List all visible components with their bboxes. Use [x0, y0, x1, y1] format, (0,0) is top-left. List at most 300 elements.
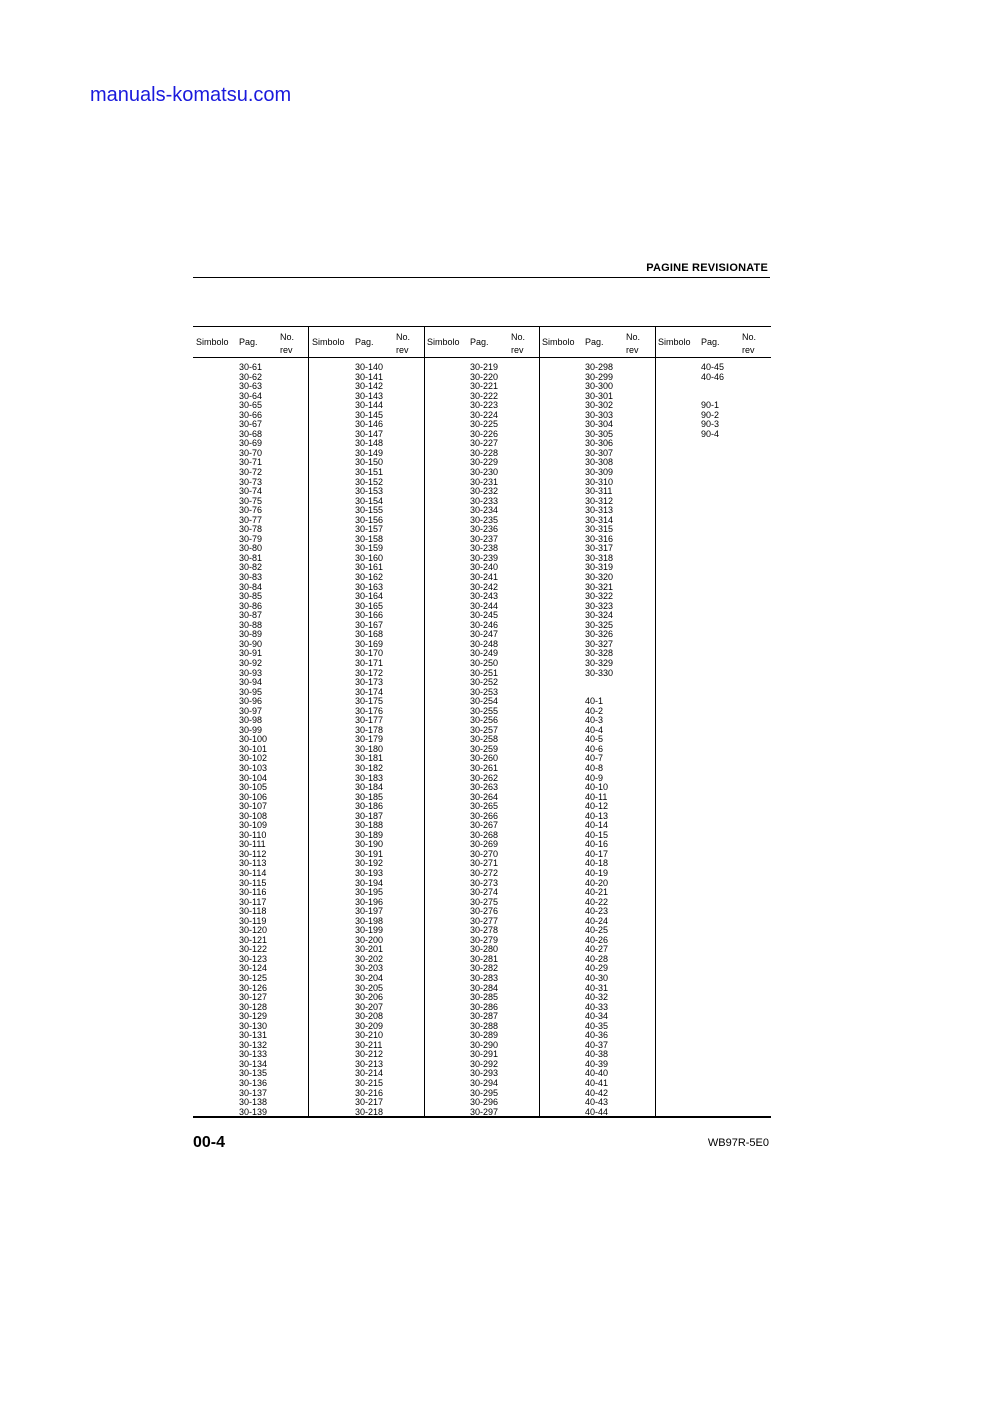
- page-entry: 30-240: [470, 562, 499, 573]
- page-entry: 30-281: [470, 953, 499, 964]
- page-entry: 30-290: [470, 1039, 499, 1050]
- page-entry: 40-19: [585, 867, 609, 878]
- page-entry: 30-221: [470, 381, 499, 392]
- page-entry: 30-285: [470, 992, 499, 1003]
- page-entry: 30-325: [585, 619, 614, 630]
- page-entry: 30-242: [470, 581, 499, 592]
- page-entry: 30-153: [355, 486, 384, 497]
- page-entry: 30-105: [239, 782, 268, 793]
- page-entry: 30-100: [239, 734, 268, 745]
- page-entry: 30-306: [585, 438, 614, 449]
- page-entry: 30-280: [470, 944, 499, 955]
- page-entry: 30-132: [239, 1039, 268, 1050]
- page-entry: 30-254: [470, 696, 499, 707]
- page-entry: 30-314: [585, 514, 614, 525]
- header-simbolo: Simbolo: [196, 337, 229, 347]
- revision-column: [655, 327, 770, 1117]
- page-entry: 30-94: [239, 677, 263, 688]
- page-entry: 30-215: [355, 1078, 384, 1089]
- page-entry: 30-245: [470, 610, 499, 621]
- page-entry: 30-114: [239, 867, 267, 878]
- page-entry: 30-275: [470, 896, 499, 907]
- page-entry: 30-92: [239, 657, 263, 668]
- page-entry: 40-31: [585, 982, 609, 993]
- page-entry: 30-263: [470, 782, 499, 793]
- page-entry: 30-63: [239, 381, 263, 392]
- page-list: [585, 363, 613, 1117]
- page-entry: 30-194: [355, 877, 384, 888]
- page-entry: 40-6: [585, 743, 604, 754]
- page-entry: 30-136: [239, 1078, 268, 1089]
- page-entry: 30-321: [585, 581, 614, 592]
- page-entry: 30-301: [585, 390, 614, 401]
- page-entry: 30-279: [470, 934, 499, 945]
- page-entry: 40-44: [585, 1106, 609, 1117]
- header-no-rev: No. rev: [742, 332, 757, 355]
- page-list: [239, 363, 267, 1117]
- page-entry: 30-90: [239, 638, 263, 649]
- page-entry: 30-188: [355, 820, 384, 831]
- page-entry: 30-304: [585, 419, 614, 430]
- page-entry: 30-68: [239, 428, 263, 439]
- page-entry: 30-173: [355, 677, 384, 688]
- page-entry: 40-27: [585, 944, 609, 955]
- page-entry: 30-246: [470, 619, 499, 630]
- page-entry: 30-76: [239, 505, 263, 516]
- page-entry: 30-198: [355, 915, 384, 926]
- page-entry: 30-130: [239, 1020, 268, 1031]
- page-entry: 30-99: [239, 724, 263, 735]
- page-entry: [701, 382, 724, 392]
- page-entry: 30-313: [585, 505, 614, 516]
- page-entry: 30-109: [239, 820, 268, 831]
- page-entry: 30-160: [355, 552, 384, 563]
- page-entry: 30-137: [239, 1087, 268, 1098]
- page-entry: 30-117: [239, 896, 267, 907]
- page-entry: 30-82: [239, 562, 263, 573]
- page-entry: 30-288: [470, 1020, 499, 1031]
- revision-column: [424, 327, 539, 1117]
- page-entry: 30-180: [355, 743, 384, 754]
- page-entry: 30-83: [239, 572, 263, 583]
- page-entry: 30-147: [355, 428, 384, 439]
- page-entry: 30-77: [239, 514, 263, 525]
- page-entry: 30-249: [470, 648, 499, 659]
- page-entry: 30-184: [355, 782, 384, 793]
- page-entry: 30-238: [470, 543, 499, 554]
- page-entry: 40-46: [701, 371, 725, 382]
- page-entry: 30-293: [470, 1068, 499, 1079]
- page-entry: 30-277: [470, 915, 499, 926]
- page-entry: 90-2: [701, 409, 720, 420]
- page-entry: 30-146: [355, 419, 384, 430]
- page-entry: 40-13: [585, 810, 609, 821]
- page-entry: 30-196: [355, 896, 384, 907]
- page-entry: 30-244: [470, 600, 499, 611]
- page-entry: 30-235: [470, 514, 499, 525]
- page-entry: [585, 678, 613, 688]
- page-entry: 30-317: [585, 543, 614, 554]
- page-entry: 40-2: [585, 705, 604, 716]
- page-entry: 30-303: [585, 409, 614, 420]
- page-entry: 30-214: [355, 1068, 384, 1079]
- page-entry: 30-278: [470, 925, 499, 936]
- page-entry: 30-150: [355, 457, 384, 468]
- page-entry: 40-38: [585, 1049, 609, 1060]
- section-title: PAGINE REVISIONATE: [646, 262, 768, 274]
- revision-column: [539, 327, 654, 1117]
- page-entry: 30-118: [239, 906, 267, 917]
- page-entry: 30-125: [239, 973, 268, 983]
- page-entry: 30-222: [470, 390, 499, 401]
- page-entry: 30-62: [239, 371, 263, 382]
- page-entry: 40-8: [585, 762, 604, 773]
- page-entry: 30-116: [239, 887, 267, 898]
- page-entry: 30-211: [355, 1039, 383, 1050]
- page-entry: 30-98: [239, 715, 263, 726]
- page-entry: 30-302: [585, 400, 614, 411]
- page-entry: 40-22: [585, 896, 609, 907]
- header-pag: Pag.: [585, 337, 604, 347]
- page-entry: 30-272: [470, 867, 499, 878]
- page-entry: 30-216: [355, 1087, 384, 1098]
- page-entry: 30-283: [470, 973, 499, 983]
- page-entry: 30-119: [239, 915, 267, 926]
- page-entry: 90-4: [701, 428, 720, 439]
- page-entry: 30-71: [239, 457, 263, 468]
- page-entry: 30-230: [470, 467, 499, 478]
- page-entry: 30-261: [470, 762, 499, 773]
- page-entry: 30-294: [470, 1078, 499, 1089]
- header-no-rev: No. rev: [396, 332, 411, 355]
- page-entry: 30-141: [355, 371, 384, 382]
- page-entry: 30-179: [355, 734, 384, 745]
- page-entry: 40-4: [585, 724, 604, 735]
- page-entry: 30-247: [470, 629, 499, 640]
- page-entry: 40-3: [585, 715, 604, 726]
- page-entry: 30-229: [470, 457, 499, 468]
- page-entry: 30-307: [585, 447, 614, 458]
- page-entry: 30-259: [470, 743, 499, 754]
- page-entry: 30-80: [239, 543, 263, 554]
- page-entry: 30-191: [355, 848, 384, 859]
- page-entry: 30-257: [470, 724, 499, 735]
- page-entry: 30-256: [470, 715, 499, 726]
- page-entry: 40-11: [585, 791, 608, 802]
- page-entry: 30-139: [239, 1106, 268, 1117]
- page-entry: 30-210: [355, 1030, 384, 1041]
- page-entry: 30-166: [355, 610, 384, 621]
- page-entry: 30-271: [470, 858, 499, 869]
- page-entry: 30-177: [355, 715, 384, 726]
- page-entry: 30-73: [239, 476, 263, 487]
- page-entry: 30-236: [470, 524, 499, 535]
- page-entry: 30-95: [239, 686, 263, 697]
- page-entry: 30-218: [355, 1106, 384, 1117]
- page-entry: 30-276: [470, 906, 499, 917]
- page-entry: 30-262: [470, 772, 499, 783]
- page-entry: 30-69: [239, 438, 263, 449]
- page-entry: 30-123: [239, 953, 268, 964]
- page-entry: 30-273: [470, 877, 499, 888]
- page-entry: 30-169: [355, 638, 384, 649]
- page-entry: 30-318: [585, 552, 614, 563]
- page-entry: 30-296: [470, 1097, 499, 1108]
- page-entry: 30-300: [585, 381, 614, 392]
- page-entry: 30-81: [239, 552, 263, 563]
- page-entry: 90-1: [701, 400, 720, 411]
- header-simbolo: Simbolo: [542, 337, 575, 347]
- page-entry: 30-327: [585, 638, 614, 649]
- page-entry: 30-287: [470, 1011, 499, 1022]
- page-entry: 30-315: [585, 524, 614, 535]
- page-entry: 30-86: [239, 600, 263, 611]
- page-entry: 30-106: [239, 791, 268, 802]
- page-entry: 30-297: [470, 1106, 499, 1117]
- page-entry: 30-110: [239, 829, 267, 840]
- page-entry: 30-299: [585, 371, 614, 382]
- page-entry: 30-225: [470, 419, 499, 430]
- page-entry: 30-126: [239, 982, 268, 993]
- page-entry: 30-157: [355, 524, 384, 535]
- page-entry: 30-195: [355, 887, 384, 898]
- header-pag: Pag.: [470, 337, 489, 347]
- page-entry: 30-152: [355, 476, 384, 487]
- page-entry: 30-213: [355, 1058, 384, 1069]
- page-entry: 30-113: [239, 858, 267, 869]
- page-entry: 30-209: [355, 1020, 384, 1031]
- page-entry: 40-16: [585, 839, 609, 850]
- page-entry: 30-164: [355, 591, 384, 602]
- page-entry: 30-264: [470, 791, 499, 802]
- page-entry: 40-43: [585, 1097, 609, 1108]
- page-entry: 30-252: [470, 677, 499, 688]
- page-entry: 30-268: [470, 829, 499, 840]
- page-entry: 30-143: [355, 390, 384, 401]
- revision-column: [193, 327, 308, 1117]
- page-entry: 30-251: [470, 667, 499, 678]
- page-entry: 30-193: [355, 867, 384, 878]
- page-entry: 30-274: [470, 887, 499, 898]
- page-entry: 30-201: [355, 944, 384, 955]
- page-entry: 30-140: [355, 362, 384, 372]
- page-entry: 30-291: [470, 1049, 499, 1060]
- page-entry: 30-104: [239, 772, 268, 783]
- page-entry: 30-72: [239, 467, 263, 478]
- page-entry: 30-64: [239, 390, 263, 401]
- page-entry: 30-155: [355, 505, 384, 516]
- header-no-rev: No. rev: [280, 332, 295, 355]
- page-entry: 30-170: [355, 648, 384, 659]
- header-simbolo: Simbolo: [312, 337, 345, 347]
- page-entry: 30-93: [239, 667, 263, 678]
- page-entry: 30-232: [470, 486, 499, 497]
- page-entry: 30-219: [470, 362, 499, 372]
- page-entry: 30-228: [470, 447, 499, 458]
- page-entry: 30-78: [239, 524, 263, 535]
- page-number: 00-4: [193, 1134, 226, 1151]
- page-entry: 40-12: [585, 801, 609, 812]
- page-entry: 30-226: [470, 428, 499, 439]
- page-entry: 30-253: [470, 686, 499, 697]
- page-entry: 30-178: [355, 724, 384, 735]
- page-entry: 30-74: [239, 486, 263, 497]
- page-entry: 30-197: [355, 906, 384, 917]
- page-entry: 30-316: [585, 533, 614, 544]
- page-entry: 40-34: [585, 1011, 609, 1022]
- page-entry: 30-205: [355, 982, 384, 993]
- page-entry: 30-324: [585, 610, 614, 621]
- page-entry: 30-250: [470, 657, 499, 668]
- page-entry: 30-121: [239, 934, 268, 945]
- page-entry: 30-189: [355, 829, 384, 840]
- page-entry: 30-266: [470, 810, 499, 821]
- page-entry: 30-286: [470, 1001, 499, 1012]
- page-entry: 30-128: [239, 1001, 268, 1012]
- watermark-link[interactable]: manuals-komatsu.com: [90, 84, 292, 106]
- page-entry: 30-248: [470, 638, 499, 649]
- page-entry: 30-309: [585, 467, 614, 478]
- page-entry: 30-269: [470, 839, 499, 850]
- page-entry: 30-145: [355, 409, 384, 420]
- page-entry: 30-217: [355, 1097, 384, 1108]
- page-entry: 30-115: [239, 877, 267, 888]
- page-entry: 40-17: [585, 848, 609, 859]
- page-entry: 30-260: [470, 753, 499, 764]
- revision-column: [309, 327, 424, 1117]
- page-entry: 30-323: [585, 600, 614, 611]
- page-entry: 40-20: [585, 877, 609, 888]
- page-entry: 30-181: [355, 753, 384, 764]
- page-entry: 30-120: [239, 925, 268, 936]
- page-entry: 30-237: [470, 533, 499, 544]
- page-entry: 30-172: [355, 667, 384, 678]
- page-entry: 30-185: [355, 791, 384, 802]
- page-entry: 30-159: [355, 543, 384, 554]
- page-entry: 30-326: [585, 629, 614, 640]
- page-entry: 40-45: [701, 362, 725, 372]
- page-entry: 40-25: [585, 925, 609, 936]
- page-entry: 30-223: [470, 400, 499, 411]
- page-entry: 30-87: [239, 610, 263, 621]
- page-entry: 40-33: [585, 1001, 609, 1012]
- page-entry: 30-212: [355, 1049, 384, 1060]
- page-entry: 40-32: [585, 992, 609, 1003]
- page-entry: 30-328: [585, 648, 614, 659]
- page-entry: 30-124: [239, 963, 268, 974]
- header-rule: [193, 277, 770, 278]
- page-entry: 30-96: [239, 696, 263, 707]
- page-entry: 40-24: [585, 915, 609, 926]
- page-entry: 30-174: [355, 686, 384, 697]
- page-entry: 30-206: [355, 992, 384, 1003]
- page-entry: 30-175: [355, 696, 384, 707]
- page-entry: 30-156: [355, 514, 384, 525]
- page-entry: 30-311: [585, 486, 613, 497]
- page-entry: 30-107: [239, 801, 268, 812]
- page-entry: 30-183: [355, 772, 384, 783]
- page-entry: 30-108: [239, 810, 268, 821]
- page-entry: 30-127: [239, 992, 268, 1003]
- page-entry: 30-282: [470, 963, 499, 974]
- page-entry: 40-14: [585, 820, 609, 831]
- page-entry: 30-298: [585, 362, 614, 372]
- page-entry: 30-243: [470, 591, 499, 602]
- page-entry: 40-35: [585, 1020, 609, 1031]
- page-entry: 30-158: [355, 533, 384, 544]
- page-entry: 40-18: [585, 858, 609, 869]
- page-entry: 30-200: [355, 934, 384, 945]
- page-entry: 40-40: [585, 1068, 609, 1079]
- page-entry: 40-30: [585, 973, 609, 983]
- page-entry: 30-308: [585, 457, 614, 468]
- page-entry: 30-97: [239, 705, 263, 716]
- page-entry: 30-255: [470, 705, 499, 716]
- page-entry: 30-231: [470, 476, 499, 487]
- header-pag: Pag.: [239, 337, 258, 347]
- page-entry: 30-103: [239, 762, 268, 773]
- page-entry: 40-9: [585, 772, 604, 783]
- page-entry: 30-111: [239, 839, 266, 850]
- page-entry: 30-202: [355, 953, 384, 964]
- page-entry: 30-292: [470, 1058, 499, 1069]
- page-entry: 30-133: [239, 1049, 268, 1060]
- page-entry: 30-151: [355, 467, 384, 478]
- page-entry: 40-15: [585, 829, 609, 840]
- page-entry: 40-21: [585, 887, 609, 898]
- header-pag: Pag.: [355, 337, 374, 347]
- page-entry: 30-289: [470, 1030, 499, 1041]
- page-entry: 30-66: [239, 409, 263, 420]
- page-entry: 30-187: [355, 810, 384, 821]
- page-entry: 40-29: [585, 963, 609, 974]
- page-entry: 30-267: [470, 820, 499, 831]
- page-entry: 30-270: [470, 848, 499, 859]
- model-code: WB97R-5E0: [707, 1137, 769, 1149]
- page-entry: 30-102: [239, 753, 268, 764]
- page-entry: 30-154: [355, 495, 384, 506]
- page-entry: 30-295: [470, 1087, 499, 1098]
- header-no-rev: No. rev: [511, 332, 526, 355]
- page-entry: 40-10: [585, 782, 609, 793]
- page-entry: 30-79: [239, 533, 263, 544]
- page-entry: 30-134: [239, 1058, 268, 1069]
- page-entry: 30-89: [239, 629, 263, 640]
- page-entry: 30-85: [239, 591, 263, 602]
- page-entry: 30-312: [585, 495, 614, 506]
- page-entry: 30-239: [470, 552, 499, 563]
- page-entry: 30-168: [355, 629, 384, 640]
- page-entry: 30-144: [355, 400, 384, 411]
- page-entry: 30-84: [239, 581, 263, 592]
- page-entry: 30-122: [239, 944, 268, 955]
- page-entry: 30-165: [355, 600, 384, 611]
- page-entry: 40-42: [585, 1087, 609, 1098]
- page-entry: 30-161: [355, 562, 384, 573]
- header-pag: Pag.: [701, 337, 720, 347]
- page-entry: 30-138: [239, 1097, 268, 1108]
- page-entry: 30-190: [355, 839, 384, 850]
- page-entry: 30-101: [239, 743, 268, 754]
- page-entry: 40-23: [585, 906, 609, 917]
- page-entry: 30-171: [355, 657, 384, 668]
- page-entry: 30-163: [355, 581, 384, 592]
- page-entry: 30-142: [355, 381, 384, 392]
- page-entry: 40-39: [585, 1058, 609, 1069]
- page-entry: 30-186: [355, 801, 384, 812]
- page-entry: 30-182: [355, 762, 384, 773]
- page-entry: 30-135: [239, 1068, 268, 1079]
